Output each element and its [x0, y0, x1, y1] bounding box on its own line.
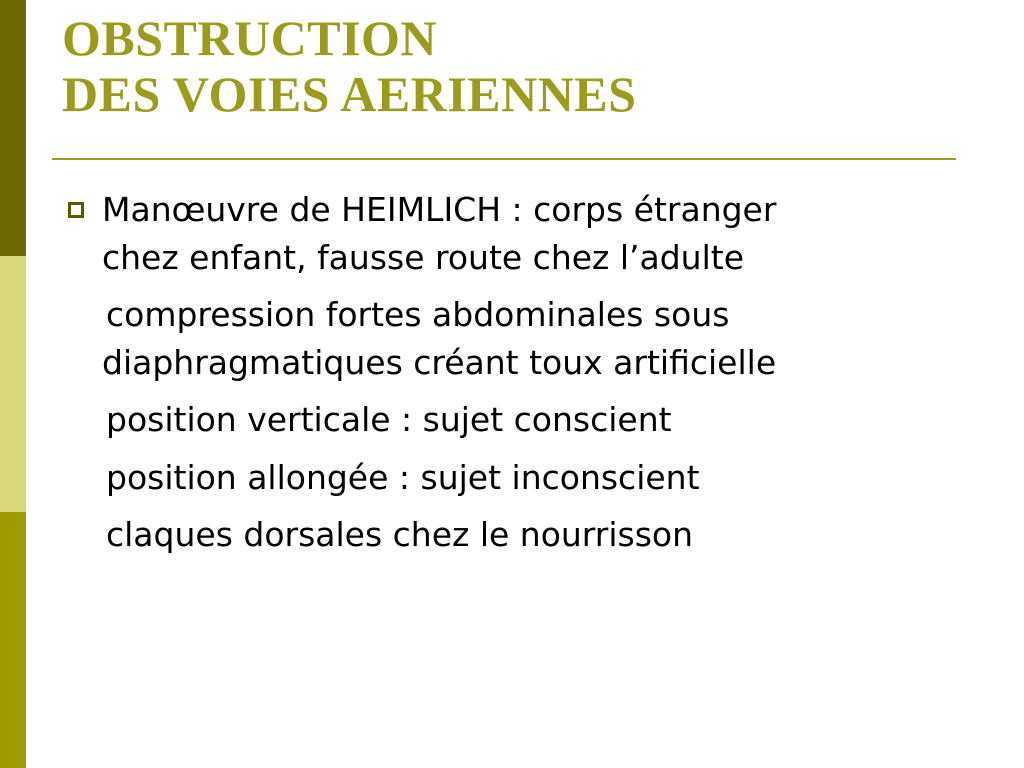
square-bullet-icon [68, 202, 84, 218]
title-line-1: OBSTRUCTION [62, 10, 438, 66]
body-line-6: position allongée : sujet inconscient [106, 458, 700, 497]
body-line-3: compression fortes abdominales sous [106, 295, 730, 334]
body-line-4: diaphragmatiques créant toux artificielle [102, 343, 777, 382]
body-line-7: claques dorsales chez le nourrisson [106, 515, 694, 554]
body-line-1: Manœuvre de HEIMLICH : corps étranger [102, 190, 777, 229]
body-line-2: chez enfant, fausse route chez l’adulte [102, 238, 745, 277]
title-line-2: DES VOIES AERIENNES [62, 66, 637, 122]
body-line-5: position verticale : sujet conscient [106, 400, 672, 439]
